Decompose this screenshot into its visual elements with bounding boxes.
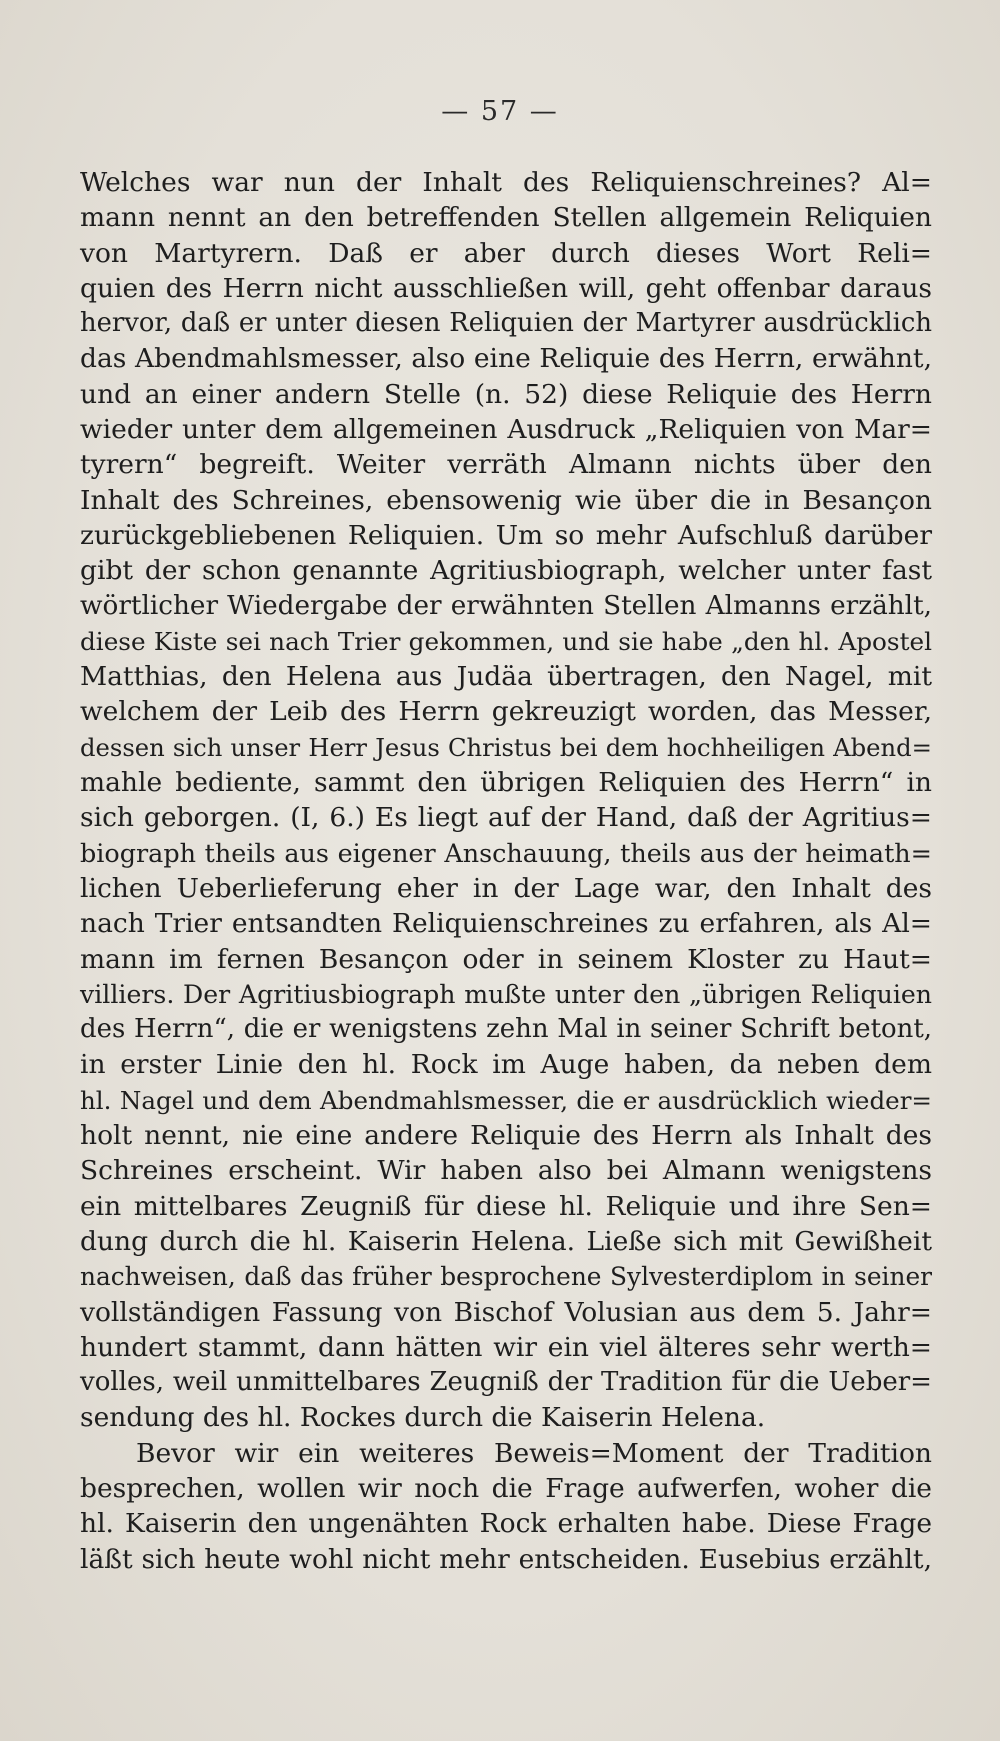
text-line: tyrern“ begreift. Weiter verräth Almann nichts über den <box>80 449 932 481</box>
text-line: wieder unter dem allgemeinen Ausdruck „Reliquien von Mar= <box>80 414 932 446</box>
text-line: besprechen, wollen wir noch die Frage aufwerfen, woher die <box>80 1472 932 1504</box>
text-line: quien des Herrn nicht ausschließen will, geht offenbar daraus <box>80 272 932 304</box>
text-line: Schreines erscheint. Wir haben also bei Almann wenigstens <box>80 1155 932 1187</box>
text-line: von Martyrern. Daß er aber durch dieses Wort Reli= <box>80 237 932 269</box>
text-line: in erster Linie den hl. Rock im Auge haben, da neben dem <box>80 1049 932 1081</box>
text-line: und an einer andern Stelle (n. 52) diese Reliquie des Herrn <box>80 378 932 410</box>
paragraph-1 <box>80 165 932 1436</box>
text-line: biograph theils aus eigener Anschauung, theils aus der heimath= <box>80 837 932 868</box>
text-line: welchem der Leib des Herrn gekreuzigt worden, das Messer, <box>80 696 932 728</box>
text-line: nach Trier entsandten Reliquienschreines zu erfahren, als Al= <box>80 908 932 940</box>
paragraph-2 <box>80 1436 932 1577</box>
text-line: hl. Nagel und dem Abendmahlsmesser, die er ausdrücklich wieder= <box>80 1085 932 1115</box>
text-line: hervor, daß er unter diesen Reliquien der Martyrer ausdrücklich <box>80 308 932 339</box>
text-line: das Abendmahlsmesser, also eine Reliquie des Herrn, erwähnt, <box>80 343 932 375</box>
text-line: Welches war nun der Inhalt des Reliquienschreines? Al= <box>80 167 932 198</box>
text-line: dung durch die hl. Kaiserin Helena. Ließe sich mit Gewißheit <box>80 1225 932 1257</box>
page-number: — 57 — <box>441 96 559 127</box>
text-line: nachweisen, daß das früher besprochene Sylvesterdiplom in seiner <box>80 1262 932 1292</box>
text-line: mann im fernen Besançon oder in seinem Kloster zu Haut= <box>80 943 932 975</box>
text-line: Matthias, den Helena aus Judäa übertragen, den Nagel, mit <box>80 661 932 693</box>
text-line: des Herrn“, die er wenigstens zehn Mal in seiner Schrift betont, <box>80 1014 932 1045</box>
text-line: Bevor wir ein weiteres Beweis=Moment der Tradition <box>136 1437 932 1469</box>
text-line: ein mittelbares Zeugniß für diese hl. Reliquie und ihre Sen= <box>80 1190 932 1222</box>
text-line: sendung des hl. Rockes durch die Kaiserin Helena. <box>80 1402 766 1434</box>
text-line: sich geborgen. (I, 6.) Es liegt auf der Hand, daß der Agritius= <box>80 802 932 834</box>
text-line: gibt der schon genannte Agritiusbiograph, welcher unter fast <box>80 555 932 587</box>
text-line: mann nennt an den betreffenden Stellen allgemein Reliquien <box>80 202 932 234</box>
text-line: mahle bediente, sammt den übrigen Reliquien des Herrn“ in <box>80 767 932 799</box>
text-line: villiers. Der Agritiusbiograph mußte unter den „übrigen Reliquien <box>80 979 932 1009</box>
text-line: wörtlicher Wiedergabe der erwähnten Stellen Almanns erzählt, <box>80 590 932 621</box>
text-line: lichen Ueberlieferung eher in der Lage war, den Inhalt des <box>80 872 932 904</box>
text-line: hundert stammt, dann hätten wir ein viel älteres sehr werth= <box>80 1331 932 1363</box>
body-text <box>80 165 932 1577</box>
text-line: vollständigen Fassung von Bischof Volusian aus dem 5. Jahr= <box>80 1296 932 1328</box>
text-line: holt nennt, nie eine andere Reliquie des Herrn als Inhalt des <box>80 1120 932 1152</box>
text-line: diese Kiste sei nach Trier gekommen, und sie habe „den hl. Apostel <box>80 626 932 656</box>
text-line: volles, weil unmittelbares Zeugniß der Tradition für die Ueber= <box>80 1367 932 1398</box>
text-line: dessen sich unser Herr Jesus Christus bei dem hochheiligen Abend= <box>80 732 932 762</box>
text-line: hl. Kaiserin den ungenähten Rock erhalten habe. Diese Frage <box>80 1508 932 1540</box>
text-line: zurückgebliebenen Reliquien. Um so mehr Aufschluß darüber <box>80 519 932 551</box>
text-line: läßt sich heute wohl nicht mehr entscheiden. Eusebius erzählt, <box>80 1543 932 1575</box>
text-line: Inhalt des Schreines, ebensowenig wie über die in Besançon <box>80 484 932 516</box>
